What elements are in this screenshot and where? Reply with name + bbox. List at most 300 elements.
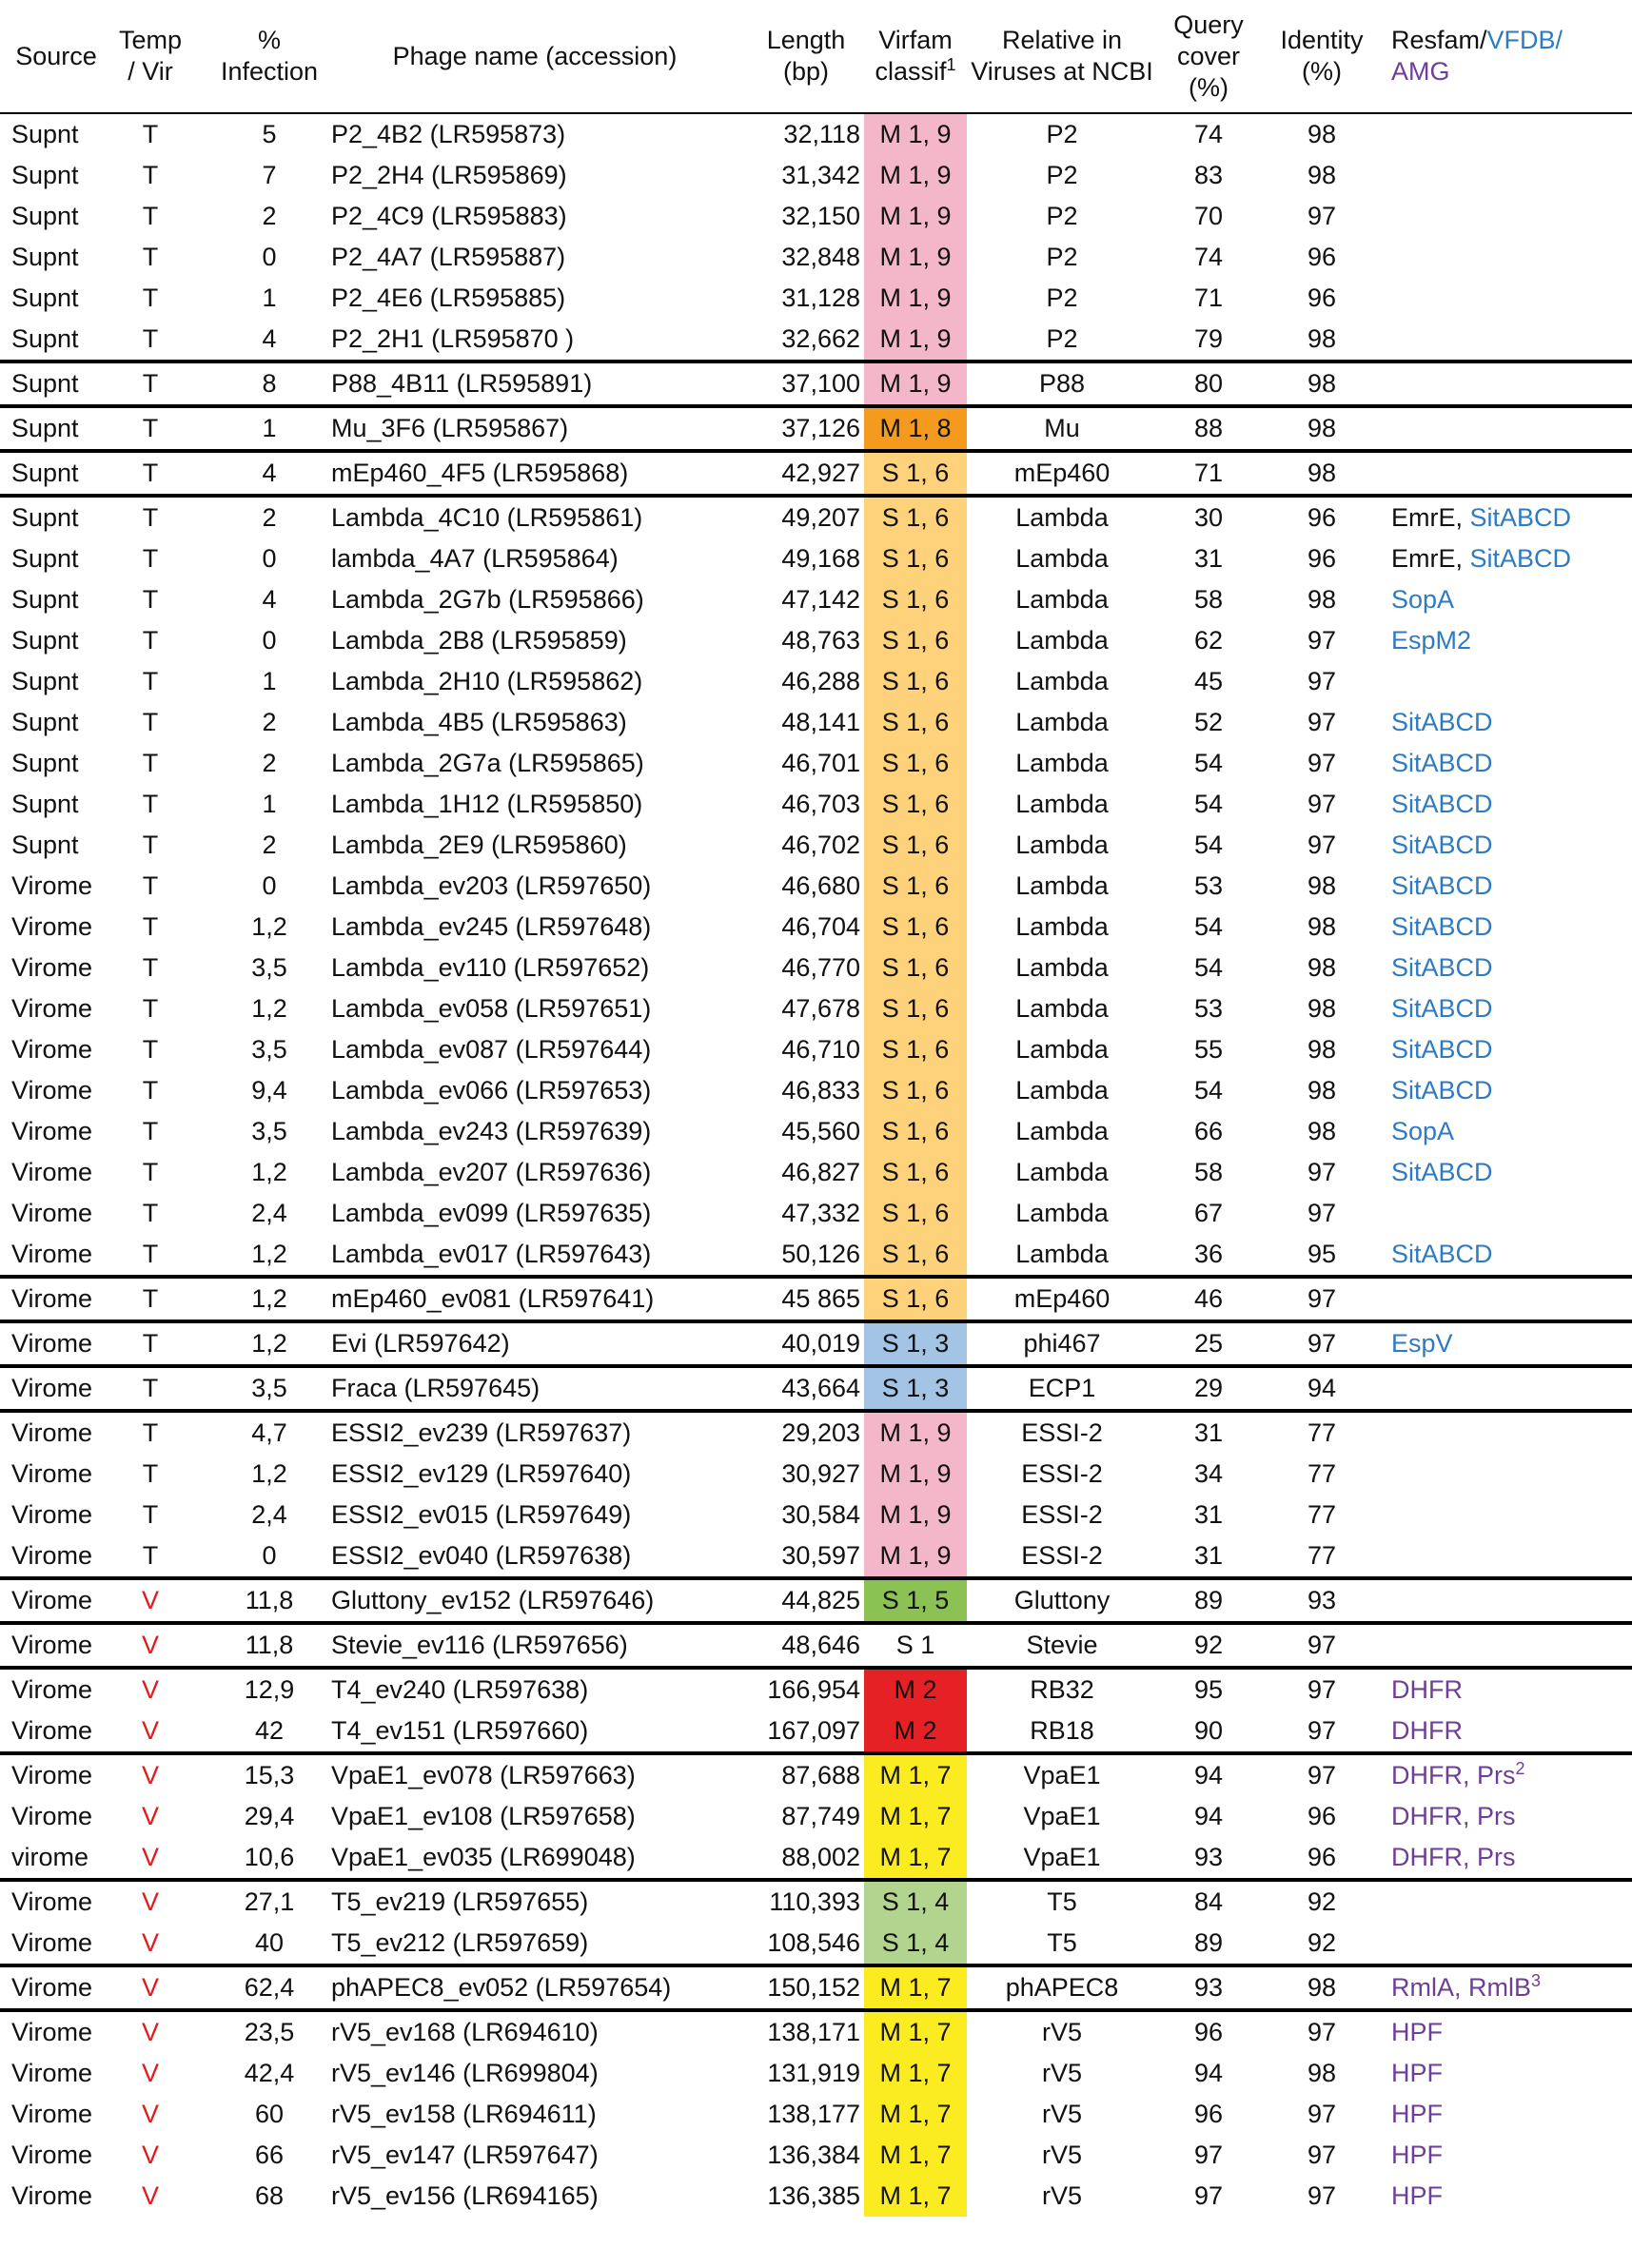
temp-vir-cell: T — [142, 1459, 159, 1488]
table-row — [0, 2094, 1632, 2135]
resfam-vfdb-amg-cell — [1384, 496, 1632, 538]
virfam-cell: M 1, 9 — [864, 196, 967, 237]
identity-cell: 95 — [1307, 1240, 1337, 1268]
temp-vir-cell: T — [142, 284, 159, 312]
length-cell: 40,019 — [748, 1321, 864, 1366]
table-row — [0, 907, 1632, 948]
infection-cell: 1,2 — [251, 994, 287, 1023]
source-cell: Virome — [11, 912, 93, 941]
query-cover-cell: 71 — [1157, 451, 1260, 496]
resfam-vfdb-amg-cell — [1384, 1578, 1632, 1623]
vfdb-gene-label: SopA — [1391, 585, 1455, 614]
query-cover-cell: 89 — [1193, 1928, 1224, 1957]
source-cell: Virome — [11, 1158, 93, 1186]
length-cell: 30,927 — [781, 1459, 860, 1488]
query-cover-cell: 54 — [1193, 912, 1224, 941]
resfam-vfdb-amg-cell — [1384, 948, 1632, 988]
resfam-vfdb-amg-cell — [1384, 451, 1632, 496]
resfam-vfdb-amg-cell — [1384, 1880, 1632, 1923]
identity-cell: 97 — [1307, 202, 1337, 230]
table-row — [0, 2053, 1632, 2094]
query-cover-cell: 34 — [1193, 1459, 1224, 1488]
query-cover-cell: 53 — [1193, 871, 1224, 900]
phage-name-cell: Fraca (LR597645) — [322, 1366, 748, 1411]
length-cell: 88,002 — [781, 1843, 860, 1871]
query-cover-cell: 53 — [1193, 994, 1224, 1023]
table-row — [0, 196, 1632, 237]
infection-cell: 0 — [262, 1541, 277, 1570]
phage-name-cell: P2_4A7 (LR595887) — [331, 243, 566, 271]
resfam-vfdb-amg-cell — [1384, 2010, 1632, 2053]
phage-name-cell: Lambda_2E9 (LR595860) — [331, 831, 627, 859]
relative-cell: VpaE1 — [967, 1753, 1157, 1796]
header-infection-line1: % — [257, 26, 281, 54]
resfam-vfdb-amg-cell — [1384, 784, 1632, 825]
header-source-label: Source — [15, 41, 97, 70]
query-cover-cell: 67 — [1193, 1199, 1224, 1227]
phage-name-cell: mEp460_4F5 (LR595868) — [322, 451, 748, 496]
table-row — [0, 1234, 1632, 1277]
identity-cell: 98 — [1307, 871, 1337, 900]
relative-cell: Stevie — [967, 1623, 1157, 1668]
phage-name-cell: rV5_ev158 (LR694611) — [331, 2100, 597, 2128]
vfdb-gene-label: SitABCD — [1391, 790, 1493, 818]
infection-cell: 7 — [262, 161, 277, 189]
query-cover-cell: 93 — [1193, 1843, 1224, 1871]
vfdb-gene-label: SitABCD — [1391, 708, 1493, 736]
temp-vir-cell: T — [142, 708, 159, 736]
relative-cell: Gluttony — [967, 1578, 1157, 1623]
header-length-line1: Length — [766, 26, 846, 54]
header-query-line1: Query — [1173, 10, 1244, 39]
header-virfam — [864, 0, 967, 113]
resfam-vfdb-amg-cell — [1384, 362, 1632, 406]
length-cell: 45 865 — [748, 1277, 864, 1321]
length-cell: 31,342 — [781, 161, 860, 189]
virfam-cell: M 1, 7 — [864, 2135, 967, 2176]
phage-name-cell: Evi (LR597642) — [322, 1321, 748, 1366]
resfam-vfdb-amg-cell — [1384, 1234, 1632, 1277]
footnote-marker: 3 — [1531, 1971, 1542, 1990]
table-row — [0, 1152, 1632, 1193]
phage-name-cell: P2_2H4 (LR595869) — [331, 161, 567, 189]
header-relative — [967, 0, 1157, 113]
table-row — [0, 948, 1632, 988]
temp-vir-cell: V — [141, 1716, 159, 1745]
phage-name-cell: VpaE1_ev078 (LR597663) — [322, 1753, 748, 1796]
relative-cell: Lambda — [967, 496, 1157, 538]
phage-name-cell: rV5_ev168 (LR694610) — [322, 2010, 748, 2053]
infection-cell: 60 — [254, 2100, 285, 2128]
table-row — [0, 620, 1632, 661]
phage-name-cell: Mu_3F6 (LR595867) — [322, 406, 748, 451]
identity-cell: 97 — [1307, 1716, 1337, 1745]
length-cell: 167,097 — [767, 1716, 860, 1745]
virfam-cell: M 1, 7 — [864, 2053, 967, 2094]
identity-cell: 97 — [1307, 749, 1337, 777]
vfdb-gene-label: SitABCD — [1469, 544, 1572, 573]
query-cover-cell: 58 — [1193, 585, 1224, 614]
infection-cell: 27,1 — [188, 1880, 322, 1923]
relative-cell: T5 — [967, 1880, 1157, 1923]
phage-name-cell: ESSI2_ev040 (LR597638) — [331, 1541, 632, 1570]
phage-name-cell: ESSI2_ev129 (LR597640) — [331, 1459, 632, 1488]
length-cell: 31,128 — [781, 284, 860, 312]
source-cell: Supnt — [0, 362, 112, 406]
source-cell: Virome — [11, 2141, 93, 2169]
amg-gene-label: HPF — [1391, 2018, 1443, 2046]
header-relative-line2: Viruses at NCBI — [971, 57, 1153, 86]
virfam-cell: M 1, 7 — [864, 2010, 967, 2053]
identity-cell: 77 — [1307, 1500, 1337, 1529]
table-row — [0, 988, 1632, 1029]
virfam-cell: M 1, 9 — [864, 1495, 967, 1535]
infection-cell: 15,3 — [188, 1753, 322, 1796]
source-cell: Virome — [11, 953, 93, 982]
resfam-vfdb-amg-cell — [1384, 907, 1632, 948]
vfdb-gene-label: SitABCD — [1391, 749, 1493, 777]
source-cell: Virome — [0, 1277, 112, 1321]
infection-cell: 2 — [262, 831, 277, 859]
infection-cell: 3,5 — [188, 1366, 322, 1411]
vfdb-gene-label: EspM2 — [1391, 626, 1472, 655]
source-cell: Supnt — [0, 496, 112, 538]
relative-cell: Lambda — [1015, 749, 1109, 777]
identity-cell: 98 — [1307, 1035, 1337, 1064]
virfam-cell: M 1, 9 — [864, 1411, 967, 1454]
length-cell: 45,560 — [781, 1117, 860, 1145]
relative-cell: VpaE1 — [1023, 1802, 1101, 1830]
infection-cell: 0 — [262, 871, 277, 900]
identity-cell: 98 — [1307, 1117, 1337, 1145]
query-cover-cell: 62 — [1193, 626, 1224, 655]
relative-cell: Lambda — [1015, 708, 1109, 736]
query-cover-cell: 89 — [1157, 1578, 1260, 1623]
infection-cell: 11,8 — [188, 1578, 322, 1623]
infection-cell: 12,9 — [188, 1668, 322, 1711]
infection-cell: 23,5 — [188, 2010, 322, 2053]
phage-name-cell: Lambda_1H12 (LR595850) — [331, 790, 643, 818]
vfdb-gene-label: SitABCD — [1391, 1158, 1493, 1186]
relative-cell: mEp460 — [967, 1277, 1157, 1321]
relative-cell: Lambda — [1015, 1035, 1109, 1064]
amg-gene-label: DHFR — [1391, 1675, 1463, 1704]
query-cover-cell: 74 — [1193, 120, 1224, 148]
temp-vir-cell: T — [142, 667, 159, 695]
query-cover-cell: 54 — [1193, 1076, 1224, 1105]
header-temp-line2: / Vir — [128, 57, 173, 86]
infection-cell: 2 — [262, 708, 277, 736]
phage-name-cell: VpaE1_ev035 (LR699048) — [331, 1843, 636, 1871]
source-cell: Virome — [11, 1076, 93, 1105]
virfam-cell: S 1, 6 — [864, 702, 967, 743]
header-amg-label: AMG — [1391, 57, 1450, 86]
amg-gene-label: HPF — [1391, 2100, 1443, 2128]
infection-cell: 1 — [188, 406, 322, 451]
query-cover-cell: 66 — [1193, 1117, 1224, 1145]
infection-cell: 2,4 — [251, 1500, 287, 1529]
infection-cell: 9,4 — [251, 1076, 287, 1105]
length-cell: 110,393 — [748, 1880, 864, 1923]
length-cell: 136,385 — [767, 2181, 860, 2210]
length-cell: 48,763 — [781, 626, 860, 655]
table-row — [0, 825, 1632, 866]
resfam-gene-label: EmrE, — [1391, 503, 1470, 532]
table-row — [0, 1880, 1632, 1923]
length-cell: 166,954 — [748, 1668, 864, 1711]
amg-gene-label: DHFR, Prs — [1391, 1761, 1516, 1789]
length-cell: 30,584 — [781, 1500, 860, 1529]
length-cell: 48,141 — [781, 708, 860, 736]
identity-cell: 98 — [1260, 362, 1384, 406]
resfam-vfdb-amg-cell — [1384, 406, 1632, 451]
source-cell: Supnt — [11, 324, 79, 353]
identity-cell: 77 — [1307, 1459, 1337, 1488]
length-cell: 87,749 — [781, 1802, 860, 1830]
relative-cell: Lambda — [1015, 1076, 1109, 1105]
query-cover-cell: 31 — [1193, 1500, 1224, 1529]
length-cell: 46,703 — [781, 790, 860, 818]
temp-vir-cell: T — [142, 1199, 159, 1227]
query-cover-cell: 54 — [1193, 749, 1224, 777]
relative-cell: rV5 — [1041, 2141, 1083, 2169]
temp-vir-cell: V — [141, 2141, 159, 2169]
phage-name-cell: P2_2H1 (LR595870 ) — [331, 324, 575, 353]
table-row — [0, 1411, 1632, 1454]
query-cover-cell: 25 — [1157, 1321, 1260, 1366]
phage-name-cell: Lambda_ev245 (LR597648) — [331, 912, 652, 941]
header-source — [0, 0, 112, 113]
virfam-cell: M 1, 9 — [864, 319, 967, 362]
infection-cell: 1,2 — [251, 912, 287, 941]
resfam-vfdb-amg-cell — [1384, 278, 1632, 319]
query-cover-cell: 31 — [1193, 544, 1224, 573]
virfam-cell: S 1, 6 — [864, 661, 967, 702]
query-cover-cell: 95 — [1157, 1668, 1260, 1711]
query-cover-cell: 71 — [1193, 284, 1224, 312]
table-row — [0, 362, 1632, 406]
query-cover-cell: 54 — [1193, 953, 1224, 982]
temp-vir-cell: T — [112, 496, 188, 538]
relative-cell: Lambda — [1015, 626, 1109, 655]
source-cell: Supnt — [11, 626, 79, 655]
table-row — [0, 1535, 1632, 1578]
identity-cell: 96 — [1307, 243, 1337, 271]
source-cell: Virome — [0, 1965, 112, 2010]
relative-cell: ECP1 — [967, 1366, 1157, 1411]
query-cover-cell: 80 — [1157, 362, 1260, 406]
query-cover-cell: 92 — [1157, 1623, 1260, 1668]
resfam-vfdb-amg-cell — [1384, 743, 1632, 784]
relative-cell: Lambda — [1015, 1240, 1109, 1268]
resfam-vfdb-amg-cell — [1384, 702, 1632, 743]
resfam-vfdb-amg-cell — [1384, 319, 1632, 362]
query-cover-cell: 46 — [1157, 1277, 1260, 1321]
phage-name-cell: P2_4E6 (LR595885) — [331, 284, 566, 312]
virfam-cell: S 1, 6 — [864, 620, 967, 661]
infection-cell: 1,2 — [188, 1321, 322, 1366]
resfam-vfdb-amg-cell — [1384, 1753, 1632, 1796]
amg-gene-label: DHFR, Prs — [1391, 1802, 1516, 1830]
virfam-cell: M 1, 9 — [864, 1535, 967, 1578]
length-cell: 46,702 — [781, 831, 860, 859]
relative-cell: ESSI-2 — [1021, 1459, 1103, 1488]
length-cell: 37,126 — [748, 406, 864, 451]
infection-cell: 11,8 — [188, 1623, 322, 1668]
phage-name-cell: VpaE1_ev108 (LR597658) — [331, 1802, 636, 1830]
identity-cell: 94 — [1260, 1366, 1384, 1411]
header-phage-name — [322, 0, 748, 113]
virfam-cell: M 1, 9 — [864, 113, 967, 155]
source-cell: Virome — [0, 1411, 112, 1454]
resfam-vfdb-amg-cell — [1384, 1070, 1632, 1111]
table-row — [0, 1029, 1632, 1070]
source-cell: Virome — [11, 1199, 93, 1227]
source-cell: Virome — [11, 2059, 93, 2087]
query-cover-cell: 93 — [1157, 1965, 1260, 2010]
phage-name-cell: Lambda_ev087 (LR597644) — [331, 1035, 652, 1064]
relative-cell: P2 — [1046, 161, 1078, 189]
length-cell: 32,150 — [781, 202, 860, 230]
source-cell: Virome — [0, 1578, 112, 1623]
phage-name-cell: Lambda_ev243 (LR597639) — [331, 1117, 652, 1145]
query-cover-cell: 83 — [1193, 161, 1224, 189]
resfam-vfdb-amg-cell — [1384, 1965, 1632, 2010]
source-cell: Virome — [11, 1117, 93, 1145]
query-cover-cell: 94 — [1193, 1802, 1224, 1830]
table-row — [0, 319, 1632, 362]
phage-name-cell: Lambda_ev099 (LR597635) — [331, 1199, 652, 1227]
infection-cell: 2 — [262, 749, 277, 777]
temp-vir-cell: T — [142, 1076, 159, 1105]
identity-cell: 77 — [1260, 1411, 1384, 1454]
length-cell: 46,680 — [781, 871, 860, 900]
table-row — [0, 1923, 1632, 1965]
length-cell: 42,927 — [748, 451, 864, 496]
resfam-vfdb-amg-cell — [1384, 1193, 1632, 1234]
relative-cell: phAPEC8 — [967, 1965, 1157, 2010]
virfam-cell: S 1, 6 — [864, 988, 967, 1029]
identity-cell: 98 — [1260, 451, 1384, 496]
resfam-vfdb-amg-cell — [1384, 1923, 1632, 1965]
table-row — [0, 155, 1632, 196]
query-cover-cell: 97 — [1193, 2141, 1224, 2169]
infection-cell: 2 — [188, 496, 322, 538]
query-cover-cell: 94 — [1193, 2059, 1224, 2087]
source-cell: Supnt — [11, 120, 79, 148]
phage-name-cell: ESSI2_ev015 (LR597649) — [331, 1500, 632, 1529]
source-cell: Virome — [11, 1240, 93, 1268]
temp-vir-cell: V — [112, 2010, 188, 2053]
temp-vir-cell: T — [142, 1158, 159, 1186]
resfam-vfdb-amg-cell — [1384, 2135, 1632, 2176]
table-row — [0, 1321, 1632, 1366]
source-cell: Virome — [11, 1716, 93, 1745]
resfam-vfdb-amg-cell — [1384, 2053, 1632, 2094]
phage-name-cell: rV5_ev156 (LR694165) — [331, 2181, 599, 2210]
table-row — [0, 661, 1632, 702]
length-cell: 108,546 — [767, 1928, 860, 1957]
length-cell: 46,288 — [781, 667, 860, 695]
temp-vir-cell: T — [112, 406, 188, 451]
temp-vir-cell: V — [112, 1578, 188, 1623]
source-cell: Supnt — [11, 790, 79, 818]
table-row — [0, 1623, 1632, 1668]
temp-vir-cell: V — [141, 2100, 159, 2128]
phage-name-cell: Lambda_4B5 (LR595863) — [331, 708, 627, 736]
identity-cell: 96 — [1307, 284, 1337, 312]
infection-cell: 66 — [254, 2141, 285, 2169]
infection-cell: 4 — [188, 451, 322, 496]
virfam-cell: S 1, 6 — [864, 1193, 967, 1234]
infection-cell: 5 — [262, 120, 277, 148]
resfam-vfdb-amg-cell — [1384, 1668, 1632, 1711]
infection-cell: 40 — [254, 1928, 285, 1957]
identity-cell: 96 — [1307, 544, 1337, 573]
footnote-marker: 2 — [1515, 1759, 1525, 1778]
resfam-vfdb-amg-cell — [1384, 825, 1632, 866]
query-cover-cell: 70 — [1193, 202, 1224, 230]
infection-cell: 29,4 — [244, 1802, 295, 1830]
table-row — [0, 1454, 1632, 1495]
virfam-cell: S 1, 6 — [864, 1277, 967, 1321]
source-cell: Virome — [11, 2181, 93, 2210]
length-cell: 37,100 — [748, 362, 864, 406]
identity-cell: 97 — [1307, 831, 1337, 859]
phage-name-cell: Gluttony_ev152 (LR597646) — [322, 1578, 748, 1623]
resfam-vfdb-amg-cell — [1384, 196, 1632, 237]
virfam-cell: M 1, 8 — [864, 406, 967, 451]
temp-vir-cell: T — [142, 1117, 159, 1145]
virfam-cell: S 1, 6 — [864, 825, 967, 866]
length-cell: 46,704 — [781, 912, 860, 941]
phage-name-cell: rV5_ev146 (LR699804) — [331, 2059, 599, 2087]
infection-cell: 0 — [262, 544, 277, 573]
phage-name-cell: Lambda_2H10 (LR595862) — [331, 667, 643, 695]
resfam-vfdb-amg-cell — [1384, 237, 1632, 278]
identity-cell: 92 — [1307, 1928, 1337, 1957]
virfam-cell: M 1, 7 — [864, 1796, 967, 1837]
table-row — [0, 113, 1632, 155]
resfam-vfdb-amg-cell — [1384, 1623, 1632, 1668]
virfam-cell: S 1 — [864, 1623, 967, 1668]
phage-name-cell: Lambda_2G7a (LR595865) — [331, 749, 644, 777]
resfam-vfdb-amg-cell — [1384, 866, 1632, 907]
resfam-gene-label: EmrE, — [1391, 544, 1470, 573]
identity-cell: 97 — [1307, 2141, 1337, 2169]
infection-cell: 0 — [262, 626, 277, 655]
phage-name-cell: Lambda_ev110 (LR597652) — [331, 953, 650, 982]
resfam-vfdb-amg-cell — [1384, 1277, 1632, 1321]
header-resfam-label: Resfam/ — [1391, 26, 1487, 54]
source-cell: Supnt — [11, 749, 79, 777]
query-cover-cell: 52 — [1193, 708, 1224, 736]
relative-cell: VpaE1 — [1023, 1843, 1101, 1871]
temp-vir-cell: T — [142, 749, 159, 777]
table-row — [0, 237, 1632, 278]
length-cell: 32,118 — [783, 120, 860, 148]
query-cover-cell: 58 — [1193, 1158, 1224, 1186]
virfam-cell: M 1, 7 — [864, 2176, 967, 2217]
virfam-cell: S 1, 6 — [864, 907, 967, 948]
relative-cell: Lambda — [1015, 1199, 1109, 1227]
virfam-cell: S 1, 4 — [864, 1880, 967, 1923]
infection-cell: 4,7 — [188, 1411, 322, 1454]
infection-cell: 3,5 — [251, 1035, 287, 1064]
virfam-cell: M 1, 7 — [864, 2094, 967, 2135]
vfdb-gene-label: SitABCD — [1391, 1035, 1493, 1064]
length-cell: 131,919 — [767, 2059, 860, 2087]
